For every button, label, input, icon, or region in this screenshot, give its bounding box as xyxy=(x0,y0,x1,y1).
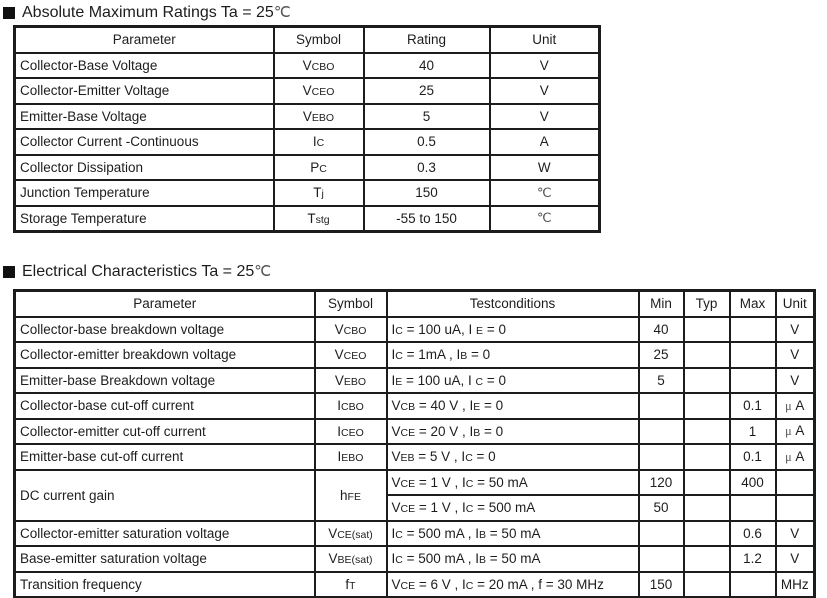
header-row xyxy=(15,27,600,53)
column-header: Symbol xyxy=(274,27,364,53)
table-cell: Collector-emitter breakdown voltage xyxy=(15,342,315,368)
table-cell: V xyxy=(490,104,600,130)
table-cell: VCE = 20 V , IB = 0 xyxy=(387,419,639,445)
table-row xyxy=(15,78,600,104)
table-cell xyxy=(684,342,730,368)
table-cell xyxy=(684,317,730,343)
table-cell: A xyxy=(490,129,600,155)
table-cell: V xyxy=(776,368,815,394)
table-cell xyxy=(639,444,684,470)
table-cell xyxy=(684,470,730,496)
header-row xyxy=(15,291,815,317)
table-cell: 40 xyxy=(364,53,490,79)
table-cell: Base-emitter saturation voltage xyxy=(15,546,315,572)
table-cell: μ A xyxy=(776,419,815,445)
table-cell: Collector-base cut-off current xyxy=(15,393,315,419)
table-cell xyxy=(639,521,684,547)
table-row xyxy=(15,104,600,130)
table-row xyxy=(15,129,600,155)
table-cell xyxy=(639,419,684,445)
table-cell: 120 xyxy=(639,470,684,496)
table-cell: VCE(sat) xyxy=(315,521,387,547)
table-cell: V xyxy=(776,317,815,343)
section-absolute-maximum-ratings xyxy=(0,4,827,233)
table-cell: VCE = 1 V , IC = 500 mA xyxy=(387,495,639,521)
table-cell: PC xyxy=(274,155,364,181)
table-cell: IC = 100 uA, I E = 0 xyxy=(387,317,639,343)
table-cell xyxy=(684,419,730,445)
table-cell: 0.6 xyxy=(730,521,776,547)
table-cell: Emitter-base Breakdown voltage xyxy=(15,368,315,394)
table-cell xyxy=(730,572,776,598)
table-cell: 400 xyxy=(730,470,776,496)
column-header: Unit xyxy=(776,291,815,317)
table-row xyxy=(15,155,600,181)
table-cell: 25 xyxy=(364,78,490,104)
table-cell: 1.2 xyxy=(730,546,776,572)
table-cell: Collector-Emitter Voltage xyxy=(15,78,274,104)
black-square-icon xyxy=(3,7,15,19)
table-cell: μ A xyxy=(776,444,815,470)
table-cell: Collector Dissipation xyxy=(15,155,274,181)
table-cell xyxy=(684,368,730,394)
table-cell: VCB = 40 V , IE = 0 xyxy=(387,393,639,419)
table-cell: VCEO xyxy=(274,78,364,104)
column-header: Typ xyxy=(684,291,730,317)
table-cell: V xyxy=(776,521,815,547)
table-cell: μ A xyxy=(776,393,815,419)
table-cell xyxy=(730,495,776,521)
table-cell: Collector-emitter saturation voltage xyxy=(15,521,315,547)
table-cell xyxy=(684,546,730,572)
table-row xyxy=(15,317,815,343)
table-cell: ℃ xyxy=(490,180,600,206)
black-square-icon xyxy=(3,266,15,278)
table-cell: W xyxy=(490,155,600,181)
table-cell xyxy=(684,521,730,547)
table-cell: 50 xyxy=(639,495,684,521)
table-cell: VEBO xyxy=(315,368,387,394)
table-cell: fT xyxy=(315,572,387,598)
column-header: Parameter xyxy=(15,291,315,317)
table-cell xyxy=(684,444,730,470)
section-heading xyxy=(3,263,827,281)
table-row xyxy=(15,572,815,598)
column-header: Rating xyxy=(364,27,490,53)
table-row xyxy=(15,419,815,445)
table-cell: IEBO xyxy=(315,444,387,470)
table-row xyxy=(15,53,600,79)
table-cell: 5 xyxy=(639,368,684,394)
table-cell: VCE = 6 V , IC = 20 mA , f = 30 MHz xyxy=(387,572,639,598)
table-cell: Collector-Base Voltage xyxy=(15,53,274,79)
table-row xyxy=(15,393,815,419)
table-cell: ICBO xyxy=(315,393,387,419)
table-cell xyxy=(730,342,776,368)
table-cell: Collector-base breakdown voltage xyxy=(15,317,315,343)
table-cell: Collector Current -Continuous xyxy=(15,129,274,155)
electrical-characteristics-table xyxy=(13,289,816,598)
section-heading xyxy=(3,4,827,22)
table-cell: VCEO xyxy=(315,342,387,368)
table-cell: DC current gain xyxy=(15,470,315,521)
column-header: Max xyxy=(730,291,776,317)
table-cell xyxy=(684,495,730,521)
table-cell xyxy=(730,368,776,394)
table-cell: VBE(sat) xyxy=(315,546,387,572)
table-cell: -55 to 150 xyxy=(364,206,490,232)
table-cell: IC xyxy=(274,129,364,155)
table-cell xyxy=(684,572,730,598)
table-cell xyxy=(776,495,815,521)
table-cell: 25 xyxy=(639,342,684,368)
table-row xyxy=(15,368,815,394)
column-header: Min xyxy=(639,291,684,317)
table-cell xyxy=(639,546,684,572)
table-cell: Tj xyxy=(274,180,364,206)
table-row xyxy=(15,470,815,496)
table-cell: VCE = 1 V , IC = 50 mA xyxy=(387,470,639,496)
table-row xyxy=(15,180,600,206)
section-title: Electrical Characteristics Ta = 25℃ xyxy=(22,263,272,280)
section-title: Absolute Maximum Ratings Ta = 25℃ xyxy=(22,4,291,21)
table-row xyxy=(15,521,815,547)
table-cell: VEB = 5 V , IC = 0 xyxy=(387,444,639,470)
table-cell: V xyxy=(776,546,815,572)
table-row xyxy=(15,342,815,368)
table-row xyxy=(15,444,815,470)
table-cell: V xyxy=(490,78,600,104)
table-cell: VCBO xyxy=(315,317,387,343)
absolute-maximum-ratings-table xyxy=(13,25,601,233)
table-cell: 1 xyxy=(730,419,776,445)
table-cell: Junction Temperature xyxy=(15,180,274,206)
table-cell: Collector-emitter cut-off current xyxy=(15,419,315,445)
table-cell: VCBO xyxy=(274,53,364,79)
table-cell: Emitter-base cut-off current xyxy=(15,444,315,470)
table-cell: 0.1 xyxy=(730,393,776,419)
column-header: Symbol xyxy=(315,291,387,317)
table-cell: IE = 100 uA, I C = 0 xyxy=(387,368,639,394)
table-cell: hFE xyxy=(315,470,387,521)
table-cell: 0.3 xyxy=(364,155,490,181)
table-cell: ICEO xyxy=(315,419,387,445)
table-cell: V xyxy=(490,53,600,79)
table-row xyxy=(15,546,815,572)
table-cell: Tstg xyxy=(274,206,364,232)
table-cell: 150 xyxy=(364,180,490,206)
column-header: Parameter xyxy=(15,27,274,53)
table-cell: 0.5 xyxy=(364,129,490,155)
table-cell: 0.1 xyxy=(730,444,776,470)
column-header: Unit xyxy=(490,27,600,53)
table-cell: 5 xyxy=(364,104,490,130)
column-header: Testconditions xyxy=(387,291,639,317)
table-cell: MHz xyxy=(776,572,815,598)
table-cell: 40 xyxy=(639,317,684,343)
table-cell xyxy=(639,393,684,419)
table-cell: VEBO xyxy=(274,104,364,130)
table-cell: Transition frequency xyxy=(15,572,315,598)
section-electrical-characteristics xyxy=(0,263,827,598)
table-cell: IC = 1mA , IB = 0 xyxy=(387,342,639,368)
table-cell: V xyxy=(776,342,815,368)
table-cell: 150 xyxy=(639,572,684,598)
table-cell xyxy=(776,470,815,496)
table-cell: IC = 500 mA , IB = 50 mA xyxy=(387,546,639,572)
table-cell: ℃ xyxy=(490,206,600,232)
table-cell: IC = 500 mA , IB = 50 mA xyxy=(387,521,639,547)
table-cell: Storage Temperature xyxy=(15,206,274,232)
table-cell: Emitter-Base Voltage xyxy=(15,104,274,130)
table-cell xyxy=(730,317,776,343)
table-row xyxy=(15,206,600,232)
table-cell xyxy=(684,393,730,419)
